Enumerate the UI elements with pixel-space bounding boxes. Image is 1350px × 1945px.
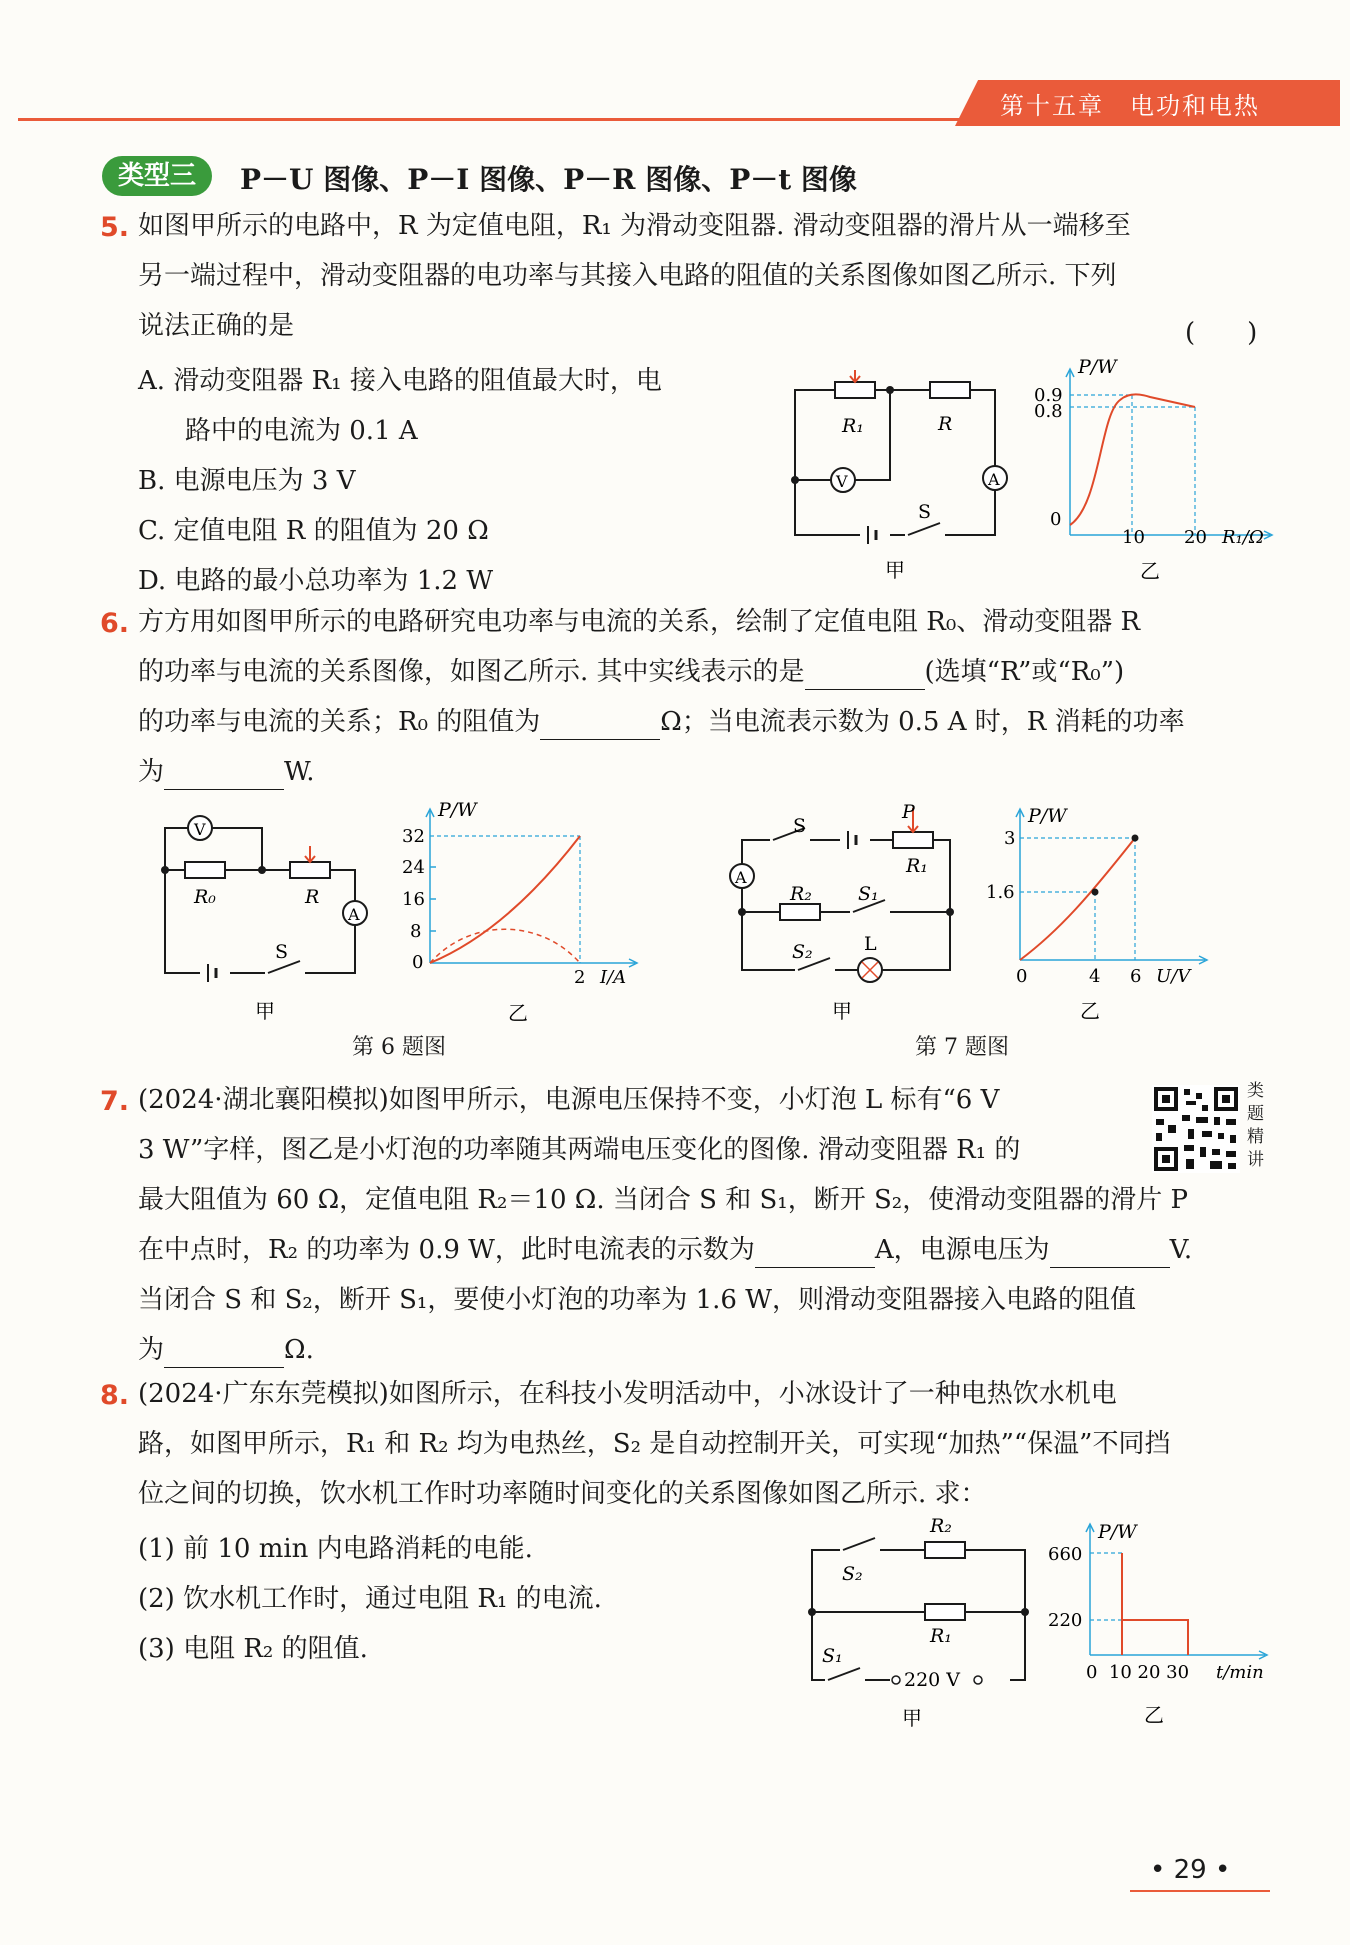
svg-text:S₁: S₁	[858, 883, 879, 905]
q6-blank-2[interactable]	[540, 713, 660, 740]
q8-number: 8.	[100, 1380, 130, 1411]
svg-text:V: V	[836, 472, 848, 491]
q6-blank-3[interactable]	[164, 763, 284, 790]
q8-sub-3: (3) 电阻 R₂ 的阻值.	[138, 1634, 368, 1664]
q5-option-b: B. 电源电压为 3 V	[138, 466, 356, 496]
q8-graph	[1040, 1510, 1280, 1735]
svg-text:乙: 乙	[1144, 1703, 1164, 1727]
q7-line-1: (2024·湖北襄阳模拟)如图甲所示，电源电压保持不变，小灯泡 L 标有“6 V	[138, 1085, 1000, 1115]
chapter-title: 第十五章 电功和电热	[1000, 92, 1260, 120]
q6-line-3: 的功率与电流的关系；R₀ 的阻值为 Ω；当电流表示数为 0.5 A 时，R 消耗的功率	[138, 704, 1185, 740]
section-title: P－U 图像、P－I 图像、P－R 图像、P－t 图像	[240, 163, 857, 196]
q5-number: 5.	[100, 212, 130, 243]
q5-line-3: 说法正确的是	[138, 311, 295, 341]
q7-line-6: 为 Ω.	[138, 1332, 314, 1368]
svg-text:32: 32	[402, 826, 425, 847]
svg-text:R: R	[938, 413, 953, 435]
q6-number: 6.	[100, 608, 130, 639]
svg-text:6: 6	[1130, 966, 1142, 987]
svg-text:R₂: R₂	[790, 883, 812, 905]
q6-line-1: 方方用如图甲所示的电路研究电功率与电流的关系，绘制了定值电阻 R₀、滑动变阻器 R	[138, 607, 1141, 637]
q8-line-3: 位之间的切换，饮水机工作时功率随时间变化的关系图像如图乙所示. 求：	[138, 1479, 987, 1509]
section-badge: 类型三	[102, 156, 212, 196]
svg-text:3: 3	[1004, 828, 1016, 849]
svg-text:0.9: 0.9	[1034, 385, 1063, 406]
svg-text:L: L	[864, 933, 877, 955]
svg-text:0 10 20 30: 0 10 20 30	[1086, 1662, 1190, 1683]
svg-text:R₀: R₀	[194, 886, 216, 908]
svg-text:R₁/Ω: R₁/Ω	[1222, 527, 1264, 548]
q5-option-d: D. 电路的最小总功率为 1.2 W	[138, 566, 494, 596]
svg-text:A: A	[735, 868, 747, 887]
page-number-rule	[1130, 1890, 1270, 1892]
q5-option-c: C. 定值电阻 R 的阻值为 20 Ω	[138, 516, 489, 546]
svg-text:V: V	[194, 820, 206, 839]
q5-r1-resistor	[835, 382, 875, 398]
svg-text:U/V: U/V	[1156, 966, 1191, 987]
svg-text:P/W: P/W	[1098, 1521, 1137, 1543]
svg-text:R₁: R₁	[842, 415, 864, 437]
svg-text:S₂: S₂	[792, 941, 813, 963]
page-number: • 29 •	[1150, 1855, 1231, 1885]
q5-circuit-diagram	[780, 370, 1020, 590]
q8-sub-2: (2) 饮水机工作时，通过电阻 R₁ 的电流.	[138, 1584, 602, 1614]
svg-text:P/W: P/W	[1078, 356, 1117, 378]
q7-graph	[980, 800, 1220, 1028]
q7-figure-caption: 第 7 题图	[915, 1035, 1009, 1060]
q7-circuit-diagram	[720, 800, 970, 1028]
q8-line-2: 路，如图甲所示，R₁ 和 R₂ 均为电热丝，S₂ 是自动控制开关，可实现“加热”“保温”不同挡	[138, 1429, 1171, 1459]
svg-text:A: A	[348, 905, 360, 924]
svg-text:t/min: t/min	[1216, 1662, 1264, 1683]
svg-text:S: S	[918, 501, 932, 523]
svg-text:220 V: 220 V	[904, 1669, 961, 1691]
svg-text:220: 220	[1048, 1610, 1083, 1631]
svg-text:乙: 乙	[1140, 559, 1160, 583]
q7-blank-1[interactable]	[755, 1241, 875, 1268]
svg-text:8: 8	[410, 921, 422, 942]
svg-text:0: 0	[412, 952, 424, 973]
q8-sub-1: (1) 前 10 min 内电路消耗的电能.	[138, 1534, 533, 1564]
svg-text:20: 20	[1184, 527, 1207, 548]
q6-line-4: 为 W.	[138, 754, 314, 790]
q8-circuit-diagram	[800, 1510, 1035, 1735]
svg-text:0: 0	[1050, 509, 1062, 530]
svg-text:甲: 甲	[885, 558, 905, 582]
svg-text:甲: 甲	[832, 999, 852, 1023]
q5-line-1: 如图甲所示的电路中，R 为定值电阻，R₁ 为滑动变阻器. 滑动变阻器的滑片从一端移至	[138, 211, 1131, 241]
svg-text:乙: 乙	[508, 1001, 528, 1025]
q5-option-a-cont: 路中的电流为 0.1 A	[185, 416, 418, 446]
qr-label: 类题精讲	[1247, 1081, 1264, 1170]
svg-text:4: 4	[1089, 966, 1101, 987]
qr-code-icon[interactable]	[1152, 1085, 1240, 1173]
svg-text:乙: 乙	[1080, 999, 1100, 1023]
q5-graph	[1020, 355, 1290, 590]
svg-text:0: 0	[1016, 966, 1028, 987]
q6-circuit-diagram	[150, 808, 380, 1028]
q7-line-3: 最大阻值为 60 Ω，定值电阻 R₂＝10 Ω. 当闭合 S 和 S₁，断开 S₂，使滑动变阻器的滑片 P	[138, 1185, 1188, 1215]
svg-text:S: S	[793, 815, 807, 837]
svg-text:P/W: P/W	[1028, 805, 1067, 827]
svg-text:R₁: R₁	[906, 855, 928, 877]
q6-figure-caption: 第 6 题图	[352, 1035, 446, 1060]
q7-blank-3[interactable]	[164, 1341, 284, 1368]
svg-text:2: 2	[574, 967, 586, 988]
svg-text:10: 10	[1122, 527, 1145, 548]
svg-text:24: 24	[402, 857, 425, 878]
svg-text:16: 16	[402, 889, 425, 910]
q8-power-steps	[1122, 1553, 1188, 1655]
q5-line-2: 另一端过程中，滑动变阻器的电功率与其接入电路的阻值的关系图像如图乙所示. 下列	[138, 261, 1117, 291]
q5-option-a: A. 滑动变阻器 R₁ 接入电路的阻值最大时，电	[138, 366, 662, 396]
svg-text:R₂: R₂	[930, 1515, 952, 1537]
q6-line-2: 的功率与电流的关系图像，如图乙所示. 其中实线表示的是 (选填“R”或“R₀”)	[138, 654, 1124, 690]
q6-blank-1[interactable]	[805, 663, 925, 690]
q7-line-5: 当闭合 S 和 S₂，断开 S₁，要使小灯泡的功率为 1.6 W，则滑动变阻器接入电路的阻值	[138, 1285, 1136, 1315]
svg-text:R₁: R₁	[930, 1625, 952, 1647]
svg-text:P: P	[902, 801, 915, 823]
svg-text:甲: 甲	[902, 1706, 922, 1730]
svg-text:0.8: 0.8	[1034, 401, 1063, 422]
q5-answer-bracket: ( )	[1185, 318, 1258, 348]
svg-text:S₁: S₁	[822, 1645, 843, 1667]
q6-graph	[390, 798, 650, 1030]
svg-text:S: S	[275, 941, 289, 963]
svg-text:P/W: P/W	[438, 799, 477, 821]
q8-line-1: (2024·广东东莞模拟)如图所示，在科技小发明活动中，小冰设计了一种电热饮水机电	[138, 1379, 1117, 1409]
svg-text:R: R	[305, 886, 320, 908]
q7-power-curve	[1020, 838, 1135, 960]
svg-text:1.6: 1.6	[986, 882, 1015, 903]
q7-line-4: 在中点时，R₂ 的功率为 0.9 W，此时电流表的示数为 A，电源电压为 V.	[138, 1232, 1192, 1268]
q7-line-2: 3 W”字样，图乙是小灯泡的功率随其两端电压变化的图像. 滑动变阻器 R₁ 的	[138, 1135, 1021, 1165]
svg-text:A: A	[988, 470, 1000, 489]
svg-text:660: 660	[1048, 1544, 1083, 1565]
svg-text:S₂: S₂	[842, 1563, 863, 1585]
svg-text:甲: 甲	[255, 999, 275, 1023]
q7-number: 7.	[100, 1086, 130, 1117]
q5-r-resistor	[930, 382, 970, 398]
svg-text:I/A: I/A	[600, 967, 627, 988]
q6-dashed-curve	[430, 929, 580, 963]
q7-blank-2[interactable]	[1050, 1241, 1170, 1268]
